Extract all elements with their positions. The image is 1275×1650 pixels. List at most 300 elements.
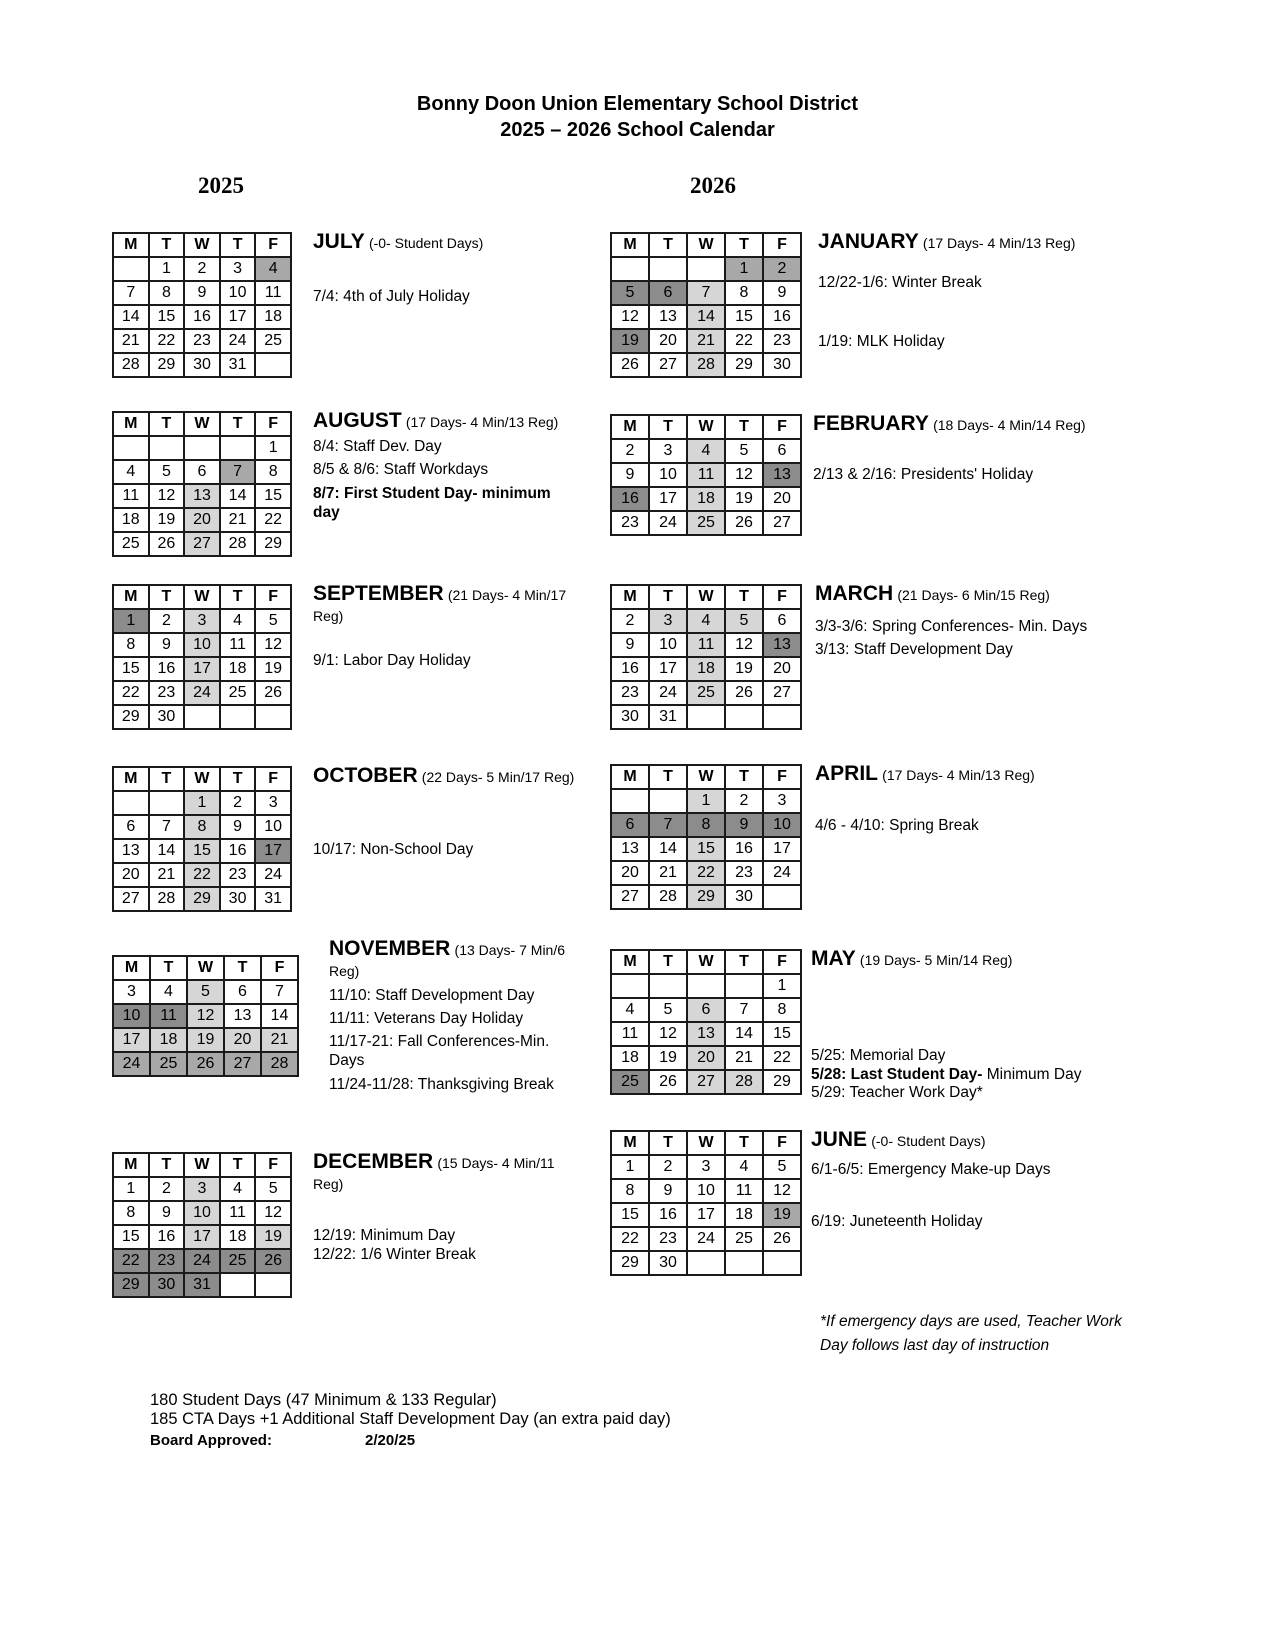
week-row <box>611 281 801 305</box>
week-row <box>611 813 801 837</box>
day-cell: 4 <box>220 1177 256 1201</box>
weekday-header: M <box>611 233 649 257</box>
day-cell: 3 <box>649 609 687 633</box>
day-cell: 27 <box>611 885 649 909</box>
weekday-header: T <box>649 233 687 257</box>
month-summary: (18 Days- 4 Min/14 Reg) <box>933 417 1086 433</box>
empty-day-cell <box>687 974 725 998</box>
month-summary: (-0- Student Days) <box>368 235 484 251</box>
day-cell: 30 <box>763 353 801 377</box>
month-name: MARCH <box>815 582 894 605</box>
weekday-header: T <box>725 765 763 789</box>
weekday-header: T <box>649 765 687 789</box>
weekday-header: W <box>184 233 220 257</box>
week-row <box>611 633 801 657</box>
day-cell: 13 <box>649 305 687 329</box>
week-row <box>113 839 291 863</box>
weekday-header: T <box>149 1153 185 1177</box>
day-cell: 1 <box>255 436 291 460</box>
month-name: NOVEMBER <box>329 937 451 960</box>
footer-student-days: 180 Student Days (47 Minimum & 133 Regular) <box>150 1391 497 1409</box>
day-cell: 22 <box>149 329 185 353</box>
day-cell: 5 <box>149 460 185 484</box>
weekday-header: F <box>763 233 801 257</box>
day-cell: 5 <box>725 439 763 463</box>
empty-day-cell <box>113 791 149 815</box>
day-cell: 12 <box>611 305 649 329</box>
day-cell: 23 <box>649 1227 687 1251</box>
week-row <box>611 487 801 511</box>
empty-day-cell <box>687 705 725 729</box>
day-cell: 24 <box>649 511 687 535</box>
note-march-2: 3/13: Staff Development Day <box>815 641 1013 658</box>
weekday-header: T <box>649 415 687 439</box>
day-cell: 8 <box>611 1179 649 1203</box>
week-row <box>113 887 291 911</box>
day-cell: 29 <box>255 532 291 556</box>
day-cell: 16 <box>220 839 256 863</box>
weekday-header: W <box>687 415 725 439</box>
day-cell: 1 <box>687 789 725 813</box>
day-cell: 18 <box>113 508 149 532</box>
month-header-february <box>813 414 1086 436</box>
day-cell: 1 <box>113 1177 149 1201</box>
day-cell: 2 <box>649 1155 687 1179</box>
weekday-header: F <box>763 585 801 609</box>
weekday-header: T <box>649 585 687 609</box>
weekday-header-row <box>113 585 291 609</box>
week-row <box>113 863 291 887</box>
day-cell: 7 <box>261 980 298 1004</box>
weekday-header-row <box>611 415 801 439</box>
day-cell: 24 <box>220 329 256 353</box>
day-cell: 30 <box>611 705 649 729</box>
note-may-2 <box>811 1065 1081 1084</box>
note-june-1: 6/1-6/5: Emergency Make-up Days <box>811 1161 1051 1178</box>
note-may-2-rest: Minimum Day <box>982 1066 1082 1083</box>
day-cell: 15 <box>611 1203 649 1227</box>
footer-cta-days: 185 CTA Days +1 Additional Staff Development Day (an extra paid day) <box>150 1410 671 1428</box>
day-cell: 20 <box>763 487 801 511</box>
day-cell: 15 <box>725 305 763 329</box>
day-cell: 3 <box>763 789 801 813</box>
week-row <box>113 436 291 460</box>
weekday-header-row <box>611 233 801 257</box>
weekday-header: M <box>113 412 149 436</box>
day-cell: 8 <box>113 633 149 657</box>
day-cell: 23 <box>149 681 185 705</box>
empty-day-cell <box>611 257 649 281</box>
empty-day-cell <box>255 353 291 377</box>
empty-day-cell <box>220 1273 256 1297</box>
day-cell: 30 <box>725 885 763 909</box>
empty-day-cell <box>149 791 185 815</box>
day-cell: 19 <box>649 1046 687 1070</box>
month-name: JUNE <box>811 1128 868 1151</box>
note-november-4: 11/24-11/28: Thanksgiving Break <box>329 1076 554 1093</box>
weekday-header: W <box>184 412 220 436</box>
weekday-header: T <box>220 767 256 791</box>
week-row <box>611 609 801 633</box>
board-approved-date: 2/20/25 <box>365 1432 416 1449</box>
weekday-header: M <box>113 233 149 257</box>
day-cell: 4 <box>687 609 725 633</box>
month-name: DECEMBER <box>313 1150 434 1173</box>
day-cell: 13 <box>113 839 149 863</box>
month-summary: (-0- Student Days) <box>871 1133 986 1149</box>
day-cell: 21 <box>113 329 149 353</box>
weekday-header: T <box>220 1153 256 1177</box>
footnote-line-2: Day follows last day of instruction <box>820 1337 1050 1354</box>
day-cell: 18 <box>611 1046 649 1070</box>
weekday-header: T <box>149 233 185 257</box>
day-cell: 4 <box>611 998 649 1022</box>
week-row <box>611 705 801 729</box>
day-cell: 2 <box>725 789 763 813</box>
day-cell: 6 <box>113 815 149 839</box>
day-cell: 1 <box>149 257 185 281</box>
note-january-2: 1/19: MLK Holiday <box>818 333 945 350</box>
weekday-header: F <box>255 233 291 257</box>
day-cell: 22 <box>763 1046 801 1070</box>
day-cell: 23 <box>611 511 649 535</box>
week-row <box>611 885 801 909</box>
day-cell: 18 <box>687 657 725 681</box>
day-cell: 27 <box>763 681 801 705</box>
board-approved-label: Board Approved: <box>150 1432 272 1449</box>
week-row <box>611 1203 801 1227</box>
day-cell: 20 <box>184 508 220 532</box>
day-cell: 25 <box>725 1227 763 1251</box>
day-cell: 10 <box>687 1179 725 1203</box>
empty-day-cell <box>149 436 185 460</box>
day-cell: 29 <box>763 1070 801 1094</box>
note-november-1: 11/10: Staff Development Day <box>329 987 535 1004</box>
day-cell: 7 <box>149 815 185 839</box>
day-cell: 9 <box>149 1201 185 1225</box>
day-cell: 5 <box>187 980 224 1004</box>
day-cell: 13 <box>611 837 649 861</box>
day-cell: 5 <box>649 998 687 1022</box>
week-row <box>113 305 291 329</box>
day-cell: 26 <box>725 681 763 705</box>
weekday-header: T <box>725 233 763 257</box>
week-row <box>113 1201 291 1225</box>
weekday-header: M <box>113 767 149 791</box>
day-cell: 8 <box>763 998 801 1022</box>
day-cell: 24 <box>649 681 687 705</box>
day-cell: 1 <box>113 609 149 633</box>
week-row <box>113 329 291 353</box>
day-cell: 12 <box>763 1179 801 1203</box>
day-cell: 24 <box>113 1052 150 1076</box>
day-cell: 5 <box>255 1177 291 1201</box>
day-cell: 15 <box>687 837 725 861</box>
day-cell: 10 <box>649 633 687 657</box>
note-may-2-bold: 5/28: Last Student Day- <box>811 1066 983 1083</box>
weekday-header: F <box>763 765 801 789</box>
day-cell: 18 <box>150 1028 187 1052</box>
day-cell: 25 <box>687 681 725 705</box>
day-cell: 27 <box>184 532 220 556</box>
day-cell: 13 <box>763 633 801 657</box>
month-summary: (15 Days- 4 Min/11 Reg) <box>313 1155 555 1192</box>
empty-day-cell <box>220 705 256 729</box>
month-header-april <box>815 764 1035 786</box>
day-cell: 10 <box>184 1201 220 1225</box>
weekday-header: T <box>220 412 256 436</box>
empty-day-cell <box>255 705 291 729</box>
day-cell: 29 <box>149 353 185 377</box>
day-cell: 13 <box>687 1022 725 1046</box>
calendar-september <box>112 584 292 730</box>
day-cell: 25 <box>220 1249 256 1273</box>
week-row <box>113 353 291 377</box>
day-cell: 25 <box>220 681 256 705</box>
week-row <box>611 974 801 998</box>
note-may-1: 5/25: Memorial Day <box>811 1047 946 1064</box>
empty-day-cell <box>184 436 220 460</box>
day-cell: 2 <box>149 609 185 633</box>
day-cell: 4 <box>255 257 291 281</box>
day-cell: 30 <box>149 1273 185 1297</box>
month-header-august <box>313 411 558 433</box>
weekday-header: W <box>687 950 725 974</box>
day-cell: 29 <box>611 1251 649 1275</box>
day-cell: 19 <box>255 657 291 681</box>
day-cell: 1 <box>763 974 801 998</box>
weekday-header: M <box>611 415 649 439</box>
week-row <box>611 1070 801 1094</box>
day-cell: 4 <box>687 439 725 463</box>
day-cell: 8 <box>113 1201 149 1225</box>
note-august-2: 8/5 & 8/6: Staff Workdays <box>313 461 489 478</box>
week-row <box>611 353 801 377</box>
empty-day-cell <box>725 974 763 998</box>
weekday-header: F <box>763 415 801 439</box>
day-cell: 8 <box>255 460 291 484</box>
month-header-october <box>313 766 574 788</box>
footer-board-approved <box>150 1431 416 1450</box>
day-cell: 3 <box>184 609 220 633</box>
day-cell: 11 <box>150 1004 187 1028</box>
day-cell: 29 <box>184 887 220 911</box>
week-row <box>611 1179 801 1203</box>
weekday-header: T <box>725 585 763 609</box>
day-cell: 19 <box>611 329 649 353</box>
day-cell: 17 <box>184 657 220 681</box>
day-cell: 17 <box>184 1225 220 1249</box>
day-cell: 19 <box>725 487 763 511</box>
day-cell: 19 <box>149 508 185 532</box>
calendar-august <box>112 411 292 557</box>
week-row <box>611 439 801 463</box>
day-cell: 9 <box>611 633 649 657</box>
weekday-header: T <box>725 950 763 974</box>
empty-day-cell <box>184 705 220 729</box>
day-cell: 25 <box>255 329 291 353</box>
day-cell: 16 <box>725 837 763 861</box>
day-cell: 14 <box>220 484 256 508</box>
weekday-header: M <box>611 1131 649 1155</box>
month-name: MAY <box>811 947 856 970</box>
day-cell: 9 <box>611 463 649 487</box>
weekday-header: M <box>113 956 150 980</box>
week-row <box>113 1028 298 1052</box>
day-cell: 10 <box>255 815 291 839</box>
day-cell: 31 <box>649 705 687 729</box>
day-cell: 4 <box>725 1155 763 1179</box>
month-header-december <box>313 1152 583 1195</box>
day-cell: 3 <box>220 257 256 281</box>
calendar-june <box>610 1130 802 1276</box>
day-cell: 23 <box>220 863 256 887</box>
weekday-header: W <box>187 956 224 980</box>
day-cell: 8 <box>149 281 185 305</box>
day-cell: 16 <box>149 1225 185 1249</box>
day-cell: 16 <box>149 657 185 681</box>
calendar-april <box>610 764 802 910</box>
weekday-header-row <box>611 585 801 609</box>
day-cell: 11 <box>255 281 291 305</box>
weekday-header: M <box>611 950 649 974</box>
weekday-header: M <box>113 1153 149 1177</box>
day-cell: 6 <box>687 998 725 1022</box>
calendar-may <box>610 949 802 1095</box>
week-row <box>113 484 291 508</box>
day-cell: 18 <box>725 1203 763 1227</box>
empty-day-cell <box>687 1251 725 1275</box>
day-cell: 20 <box>763 657 801 681</box>
day-cell: 16 <box>184 305 220 329</box>
day-cell: 6 <box>763 439 801 463</box>
day-cell: 16 <box>611 657 649 681</box>
day-cell: 14 <box>261 1004 298 1028</box>
weekday-header-row <box>113 956 298 980</box>
weekday-header: T <box>725 1131 763 1155</box>
day-cell: 28 <box>149 887 185 911</box>
week-row <box>113 633 291 657</box>
weekday-header: T <box>220 233 256 257</box>
note-july-1: 7/4: 4th of July Holiday <box>313 288 470 305</box>
day-cell: 26 <box>611 353 649 377</box>
weekday-header: F <box>763 1131 801 1155</box>
day-cell: 27 <box>687 1070 725 1094</box>
day-cell: 11 <box>687 633 725 657</box>
day-cell: 20 <box>649 329 687 353</box>
day-cell: 26 <box>725 511 763 535</box>
day-cell: 19 <box>725 657 763 681</box>
day-cell: 9 <box>220 815 256 839</box>
empty-day-cell <box>113 436 149 460</box>
weekday-header: T <box>150 956 187 980</box>
day-cell: 14 <box>113 305 149 329</box>
weekday-header: T <box>649 1131 687 1155</box>
empty-day-cell <box>687 257 725 281</box>
day-cell: 18 <box>255 305 291 329</box>
week-row <box>611 861 801 885</box>
day-cell: 28 <box>687 353 725 377</box>
day-cell: 8 <box>184 815 220 839</box>
empty-day-cell <box>763 705 801 729</box>
note-august-3: 8/7: First Student Day- minimum <box>313 485 551 502</box>
week-row <box>611 1251 801 1275</box>
day-cell: 15 <box>149 305 185 329</box>
month-summary: (21 Days- 4 Min/17 Reg) <box>313 587 567 624</box>
day-cell: 15 <box>113 1225 149 1249</box>
day-cell: 26 <box>149 532 185 556</box>
empty-day-cell <box>763 885 801 909</box>
day-cell: 3 <box>687 1155 725 1179</box>
day-cell: 31 <box>220 353 256 377</box>
day-cell: 1 <box>184 791 220 815</box>
week-row <box>113 980 298 1004</box>
day-cell: 17 <box>649 657 687 681</box>
note-september-1: 9/1: Labor Day Holiday <box>313 652 471 669</box>
day-cell: 22 <box>611 1227 649 1251</box>
weekday-header: T <box>149 412 185 436</box>
day-cell: 3 <box>113 980 150 1004</box>
day-cell: 31 <box>184 1273 220 1297</box>
day-cell: 7 <box>725 998 763 1022</box>
week-row <box>113 460 291 484</box>
district-title: Bonny Doon Union Elementary School District <box>416 93 859 115</box>
day-cell: 28 <box>261 1052 298 1076</box>
week-row <box>113 1004 298 1028</box>
day-cell: 1 <box>611 1155 649 1179</box>
month-header-november <box>329 939 584 982</box>
day-cell: 23 <box>149 1249 185 1273</box>
note-may-3: 5/29: Teacher Work Day* <box>811 1084 983 1101</box>
day-cell: 10 <box>220 281 256 305</box>
month-name: JANUARY <box>818 230 919 253</box>
day-cell: 22 <box>184 863 220 887</box>
day-cell: 9 <box>763 281 801 305</box>
day-cell: 29 <box>687 885 725 909</box>
weekday-header: T <box>649 950 687 974</box>
note-december-1: 12/19: Minimum Day <box>313 1227 456 1244</box>
day-cell: 21 <box>725 1046 763 1070</box>
day-cell: 16 <box>649 1203 687 1227</box>
day-cell: 20 <box>611 861 649 885</box>
day-cell: 17 <box>220 305 256 329</box>
week-row <box>113 257 291 281</box>
note-november-3: 11/17-21: Fall Conferences-Min. Days <box>329 1033 550 1069</box>
day-cell: 16 <box>611 487 649 511</box>
weekday-header-row <box>611 950 801 974</box>
weekday-header-row <box>113 233 291 257</box>
week-row <box>611 1155 801 1179</box>
empty-day-cell <box>763 1251 801 1275</box>
note-january-1: 12/22-1/6: Winter Break <box>818 274 982 291</box>
month-name: SEPTEMBER <box>313 582 444 605</box>
day-cell: 26 <box>763 1227 801 1251</box>
month-header-september <box>313 584 583 627</box>
day-cell: 3 <box>184 1177 220 1201</box>
month-summary: (17 Days- 4 Min/13 Reg) <box>405 414 559 430</box>
weekday-header: F <box>255 412 291 436</box>
day-cell: 11 <box>220 1201 256 1225</box>
note-august-3b: day <box>313 504 340 521</box>
day-cell: 9 <box>725 813 763 837</box>
day-cell: 13 <box>224 1004 261 1028</box>
week-row <box>113 1273 291 1297</box>
day-cell: 17 <box>255 839 291 863</box>
day-cell: 31 <box>255 887 291 911</box>
day-cell: 12 <box>649 1022 687 1046</box>
day-cell: 14 <box>649 837 687 861</box>
day-cell: 8 <box>725 281 763 305</box>
